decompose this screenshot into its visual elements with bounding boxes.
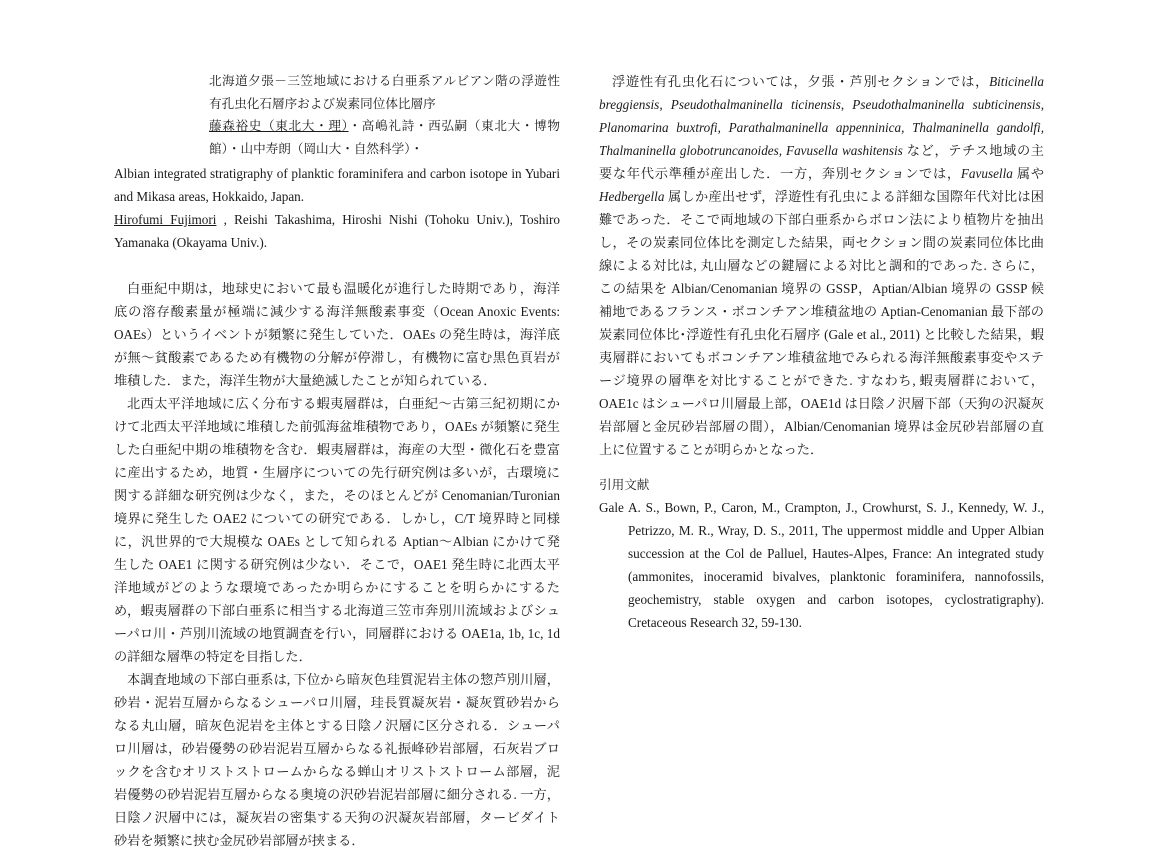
japanese-title-block xyxy=(209,70,560,160)
paragraph-2: 北西太平洋地域に広く分布する蝦夷層群は，白亜紀～古第三紀初期にかけて北西太平洋地域に堆積した前弧海盆堆積物であり，OAEs が頻繁に発生した白亜紀中期の堆積物を含む．蝦夷層群は，海産の大型・微化石を豊富に産出するため，地質・生層序についての先行研究例は多いが，古環境に関する詳細な研究例は少なく，また，そのほとんどが Cenomanian/Turonian 境界に発生した OAE2 についての研究である．しかし，C/T 境界時と同様に，汎世界的で大規模な OAEs として知られる Aptian～Albian にかけて発生した OAE1 に関する研究例は少ない．そこで，OAE1 発生時に北西太平洋地域がどのような環境であったか明らかにすることを明らかにするため，蝦夷層群の下部白亜系に相当する北海道三笠市奔別川流域およびシューパロ川・芦別川流域の地質調査を行い，同層群における OAE1a, 1b, 1c, 1d の詳細な層準の特定を目指した． xyxy=(114,396,560,664)
coauthors-en: , Reishi Takashima, Hiroshi Nishi (Tohoku Univ.), Toshiro Yamanaka (Okayama Univ.). xyxy=(114,212,560,250)
reference-item: Gale A. S., Bown, P., Caron, M., Crampton, J., Crowhurst, S. J., Kennedy, W. J., Petrizzo, M. R., Wray, D. S., 2011, The uppermost middle and Upper Albian succession at the Col de Palluel, Hautes-Alpes, France: An integrated study (ammonites, inoceramid bivalves, planktonic foraminifera, nannofossils, geochemistry, stable oxygen and carbon isotopes, cyclostratigraphy). Cretaceous Research 32, 59-130. xyxy=(599,500,1044,630)
english-title: Albian integrated stratigraphy of planktic foraminifera and carbon isotope in Yubari and Mikasa areas, Hokkaido, Japan. xyxy=(114,166,560,204)
species-list: Biticinella breggiensis, Pseudothalmaninella ticinensis, Pseudothalmaninella subticinensis, Planomarina buxtrofi, Parathalmaninella appenninica, Thalmaninella gandolfi, Thalmaninella globotruncanoides, Favusella washitensis xyxy=(599,74,1044,158)
paragraph-3: 本調査地域の下部白亜系は, 下位から暗灰色珪質泥岩主体の惣芦別川層，砂岩・泥岩互層からなるシューパロ川層，珪長質凝灰岩・凝灰質砂岩からなる丸山層，暗灰色泥岩を主体とする日陰ノ沢層に区分される．シューパロ川層は，砂岩優勢の砂岩泥岩互層からなる礼振峰砂岩部層，石灰岩ブロックを含むオリストストロームからなる蝉山オリストストローム部層，泥岩優勢の砂岩泥岩互層からなる奥境の沢砂岩泥岩部層に細分される. 一方，日陰ノ沢層中には，凝灰岩の密集する天狗の沢凝灰岩部層，タービダイト砂岩を頻繁に挟む金尻砂岩部層が挟まる． xyxy=(114,672,560,848)
paragraph-4-text-d: 属しか産出せず，浮遊性有孔虫による詳細な国際年代対比は困難であった．そこで両地域の下部白亜系からボロン法により植物片を抽出し，その炭素同位体比を測定した結果，両セクション間の炭素同位体比曲線による対比は, 丸山層などの鍵層による対比と調和的であった. さらに，この結果を Albian/Cenomanian 境界の GSSP，Aptian/Albian 境界の GSSP 候補地であるフランス・ボコンチアン堆積盆地の Aptian-Cenomanian 最下部の炭素同位体比･浮遊性有孔虫化石層序 (Gale et al., 2011) と比較した結果，蝦夷層群においてもボコンチアン堆積盆地でみられる海洋無酸素事変やステージ境界の層準を対比することができた. すなわち, 蝦夷層群において，OAE1c はシューパロ川層最上部，OAE1d は日陰ノ沢層下部（天狗の沢凝灰岩部層と金尻砂岩部層の間），Albian/Cenomanian 境界は金尻砂岩部層の直上に位置することが明らかとなった． xyxy=(599,189,1044,457)
paragraph-1: 白亜紀中期は，地球史において最も温暖化が進行した時期であり，海洋底の溶存酸素量が極端に減少する海洋無酸素事変（Ocean Anoxic Events: OAEs）というイベントが頻繁に発生していた．OAEs の発生時は，海洋底が無～貧酸素であるため有機物の分解が停滞し，有機物に富む黒色頁岩が堆積した．また，海洋生物が大量絶滅したことが知られている． xyxy=(114,281,560,388)
paragraph-4-text-b: など，テチス地域の主要な年代示準種が産出した．一方，奔別セクションでは， xyxy=(599,143,1044,181)
right-column xyxy=(599,70,1044,634)
english-authors xyxy=(114,208,560,254)
genus-hedbergella: Hedbergella xyxy=(599,189,665,204)
references-heading: 引用文献 xyxy=(599,477,650,492)
genus-favusella: Favusella xyxy=(960,166,1013,181)
japanese-title: 北海道夕張－三笠地域における白亜系アルビアン階の浮遊性有孔虫化石層序および炭素同位体比層序 xyxy=(209,73,560,111)
japanese-authors xyxy=(209,115,560,160)
paragraph-4 xyxy=(599,70,1044,461)
paragraph-4-text-c: 属や xyxy=(1012,166,1045,181)
paragraph-4-text-a: 浮遊性有孔虫化石については，夕張・芦別セクションでは， xyxy=(612,74,990,89)
coauthors-ja: ・高嶋礼詩・西弘嗣（東北大・博物館）・山中寿朗（岡山大・自然科学）・ xyxy=(209,118,561,156)
presenting-author-ja: 藤森裕史（東北大・理） xyxy=(209,118,349,133)
presenting-author-en: Hirofumi Fujimori xyxy=(114,212,217,227)
spacer xyxy=(114,254,560,277)
left-column xyxy=(114,70,560,852)
